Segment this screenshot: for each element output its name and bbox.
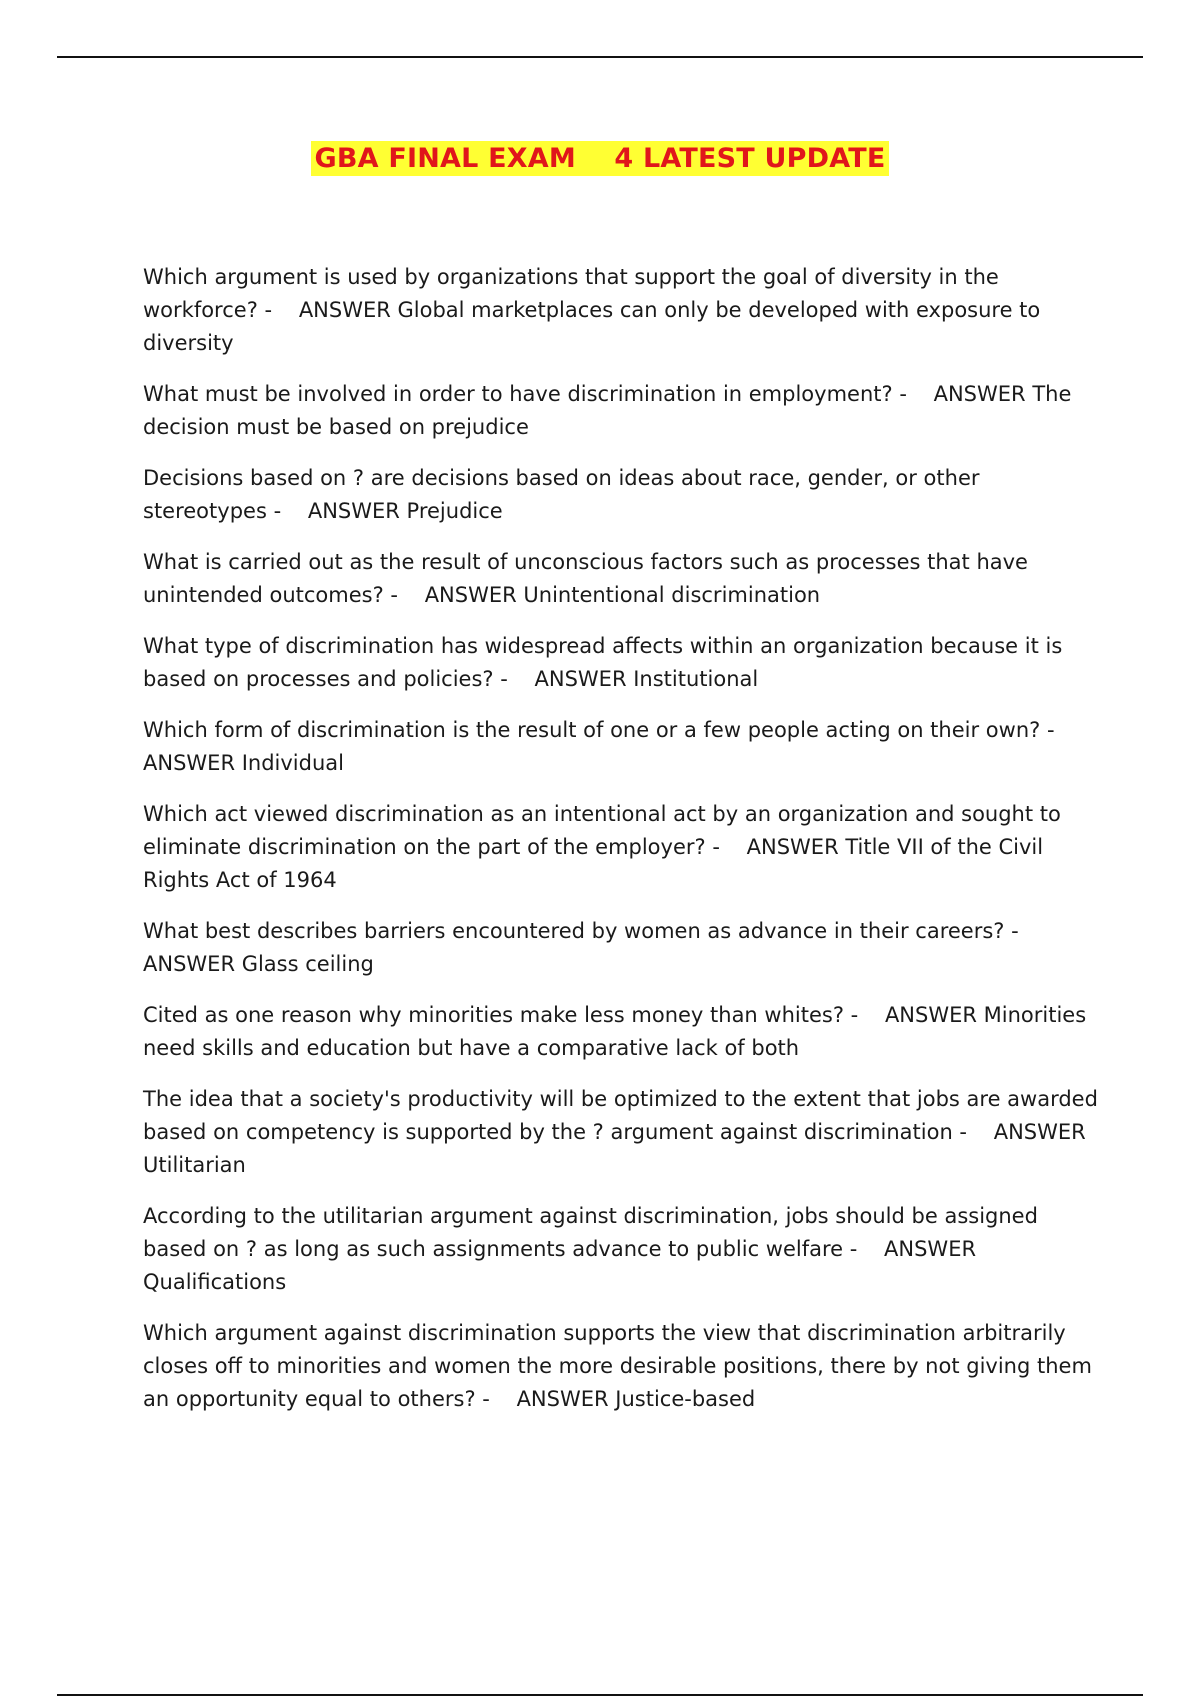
answer-text: ANSWER Unintentional discrimination: [424, 583, 821, 607]
answer-text: ANSWER Utilitarian: [143, 1120, 1093, 1177]
question-text: The idea that a society's productivity will be optimized to the extent that jobs are awarded based on competency is supported by the ? argument against discrimination -: [143, 1087, 1105, 1144]
answer-text: ANSWER Prejudice: [307, 499, 503, 523]
qa-item: [143, 1317, 1103, 1416]
question-text: Cited as one reason why minorities make less money than whites? -: [143, 1003, 859, 1027]
qa-item: [143, 798, 1103, 897]
answer-text: ANSWER Title VII of the Civil Rights Act of 1964: [143, 835, 1050, 892]
bottom-rule: [57, 1694, 1143, 1696]
qa-item: [143, 546, 1103, 612]
question-text: What must be involved in order to have discrimination in employment? -: [143, 382, 907, 406]
question-text: Which argument against discrimination supports the view that discrimination arbitrarily closes off to minorities and women the more desirable positions, there by not giving them an opportunity equal to others? -: [143, 1321, 1099, 1411]
qa-item: [143, 261, 1103, 360]
question-text: According to the utilitarian argument against discrimination, jobs should be assigned based on ? as long as such assignments advance to public welfare -: [143, 1204, 1045, 1261]
answer-text: ANSWER Individual: [143, 751, 344, 775]
question-text: Which form of discrimination is the result of one or a few people acting on their own? -: [143, 718, 1055, 742]
qa-item: [143, 462, 1103, 528]
top-rule: [57, 56, 1143, 58]
question-text: Which argument is used by organizations that support the goal of diversity in the workforce? -: [143, 265, 1006, 322]
qa-item: [143, 999, 1103, 1065]
qa-item: [143, 630, 1103, 696]
answer-text: ANSWER Justice-based: [516, 1387, 756, 1411]
question-text: What is carried out as the result of unconscious factors such as processes that have unintended outcomes? -: [143, 550, 1035, 607]
title-block: [0, 141, 1200, 176]
qa-item: [143, 1083, 1103, 1182]
answer-text: ANSWER Minorities need skills and education but have a comparative lack of both: [143, 1003, 1093, 1060]
qa-item: [143, 915, 1103, 981]
question-text: Decisions based on ? are decisions based on ideas about race, gender, or other stereotypes -: [143, 466, 987, 523]
answer-text: ANSWER The decision must be based on prejudice: [143, 382, 1079, 439]
qa-item: [143, 714, 1103, 780]
document-title: GBA FINAL EXAM 4 LATEST UPDATE: [311, 141, 890, 176]
question-text: What best describes barriers encountered by women as advance in their careers? -: [143, 919, 1019, 943]
answer-text: ANSWER Global marketplaces can only be developed with exposure to diversity: [143, 298, 1047, 355]
qa-item: [143, 378, 1103, 444]
answer-text: ANSWER Qualifications: [143, 1237, 983, 1294]
qa-list: [143, 261, 1103, 1434]
answer-text: ANSWER Institutional: [534, 667, 759, 691]
qa-item: [143, 1200, 1103, 1299]
question-text: Which act viewed discrimination as an intentional act by an organization and sought to eliminate discrimination on the part of the employer? -: [143, 802, 1068, 859]
answer-text: ANSWER Glass ceiling: [143, 952, 374, 976]
question-text: What type of discrimination has widespread affects within an organization because it is based on processes and policies? -: [143, 634, 1069, 691]
